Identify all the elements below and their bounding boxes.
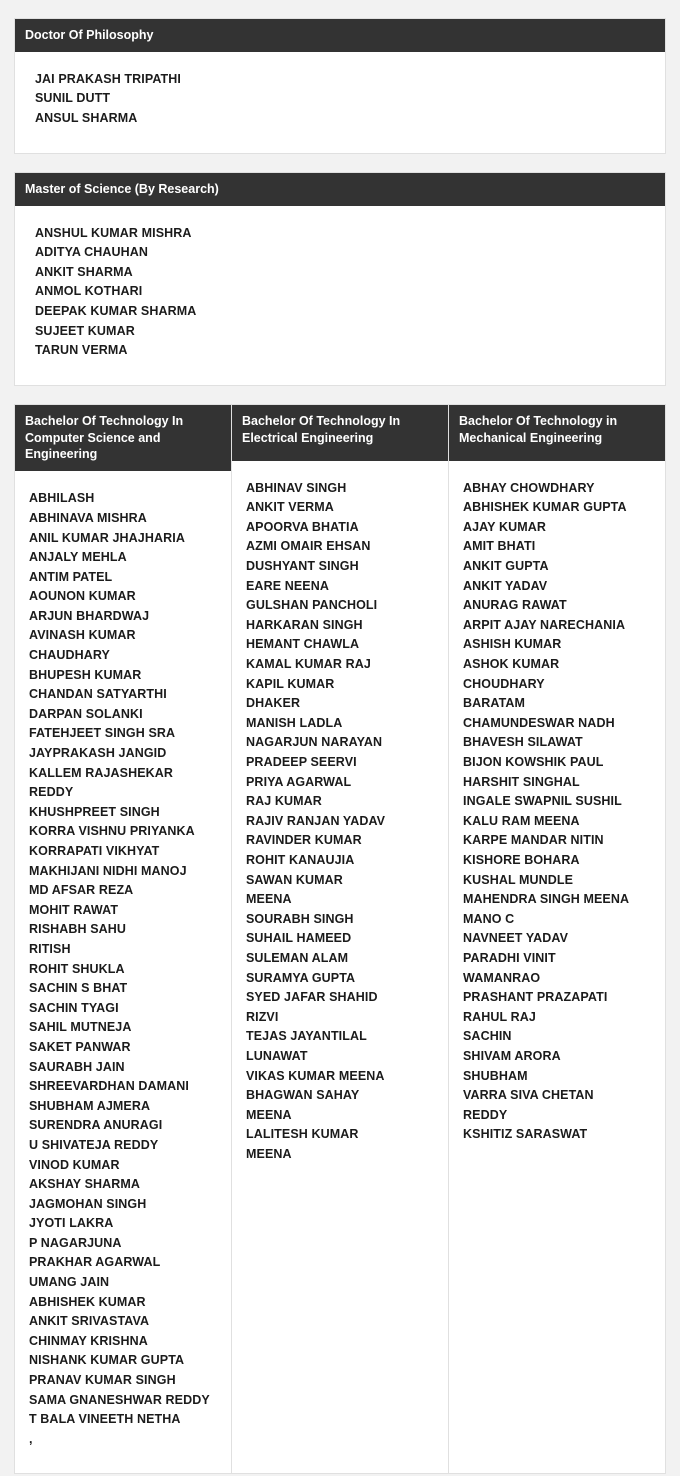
list-item: BARATAM — [463, 696, 526, 711]
list-item: KAMAL KUMAR RAJ — [246, 657, 371, 672]
list-item: VINOD KUMAR — [29, 1157, 120, 1172]
list-item: T BALA VINEETH NETHA — [29, 1412, 181, 1427]
list-item: JAGMOHAN SINGH — [29, 1196, 147, 1211]
list-item: KUSHAL MUNDLE — [463, 872, 574, 887]
list-item: TEJAS JAYANTILAL — [246, 1029, 367, 1044]
list-item: SAURABH JAIN — [29, 1059, 125, 1074]
list-item: ANIL KUMAR JHAJHARIA — [29, 530, 185, 545]
list-item: CHOUDHARY — [463, 676, 545, 691]
list-item: ADITYA CHAUHAN — [35, 245, 148, 260]
list-item: SAKET PANWAR — [29, 1039, 131, 1054]
list-item: KALU RAM MEENA — [463, 813, 580, 828]
list-item: BHAGWAN SAHAY — [246, 1088, 360, 1103]
list-item: MAKHIJANI NIDHI MANOJ — [29, 863, 187, 878]
list-item: AJAY KUMAR — [463, 519, 546, 534]
section-panel-phd — [14, 18, 666, 154]
list-item: SYED JAFAR SHAHID — [246, 990, 378, 1005]
list-item: DARPAN SOLANKI — [29, 706, 143, 721]
list-item: PRAKHAR AGARWAL — [29, 1255, 161, 1270]
list-item: UMANG JAIN — [29, 1275, 110, 1290]
list-item: GULSHAN PANCHOLI — [246, 598, 378, 613]
list-item: KORRA VISHNU PRIYANKA — [29, 824, 195, 839]
column-body — [449, 461, 665, 1474]
list-item: MAHENDRA SINGH MEENA — [463, 892, 630, 907]
list-item: AMIT BHATI — [463, 539, 536, 554]
list-item: MEENA — [246, 1107, 292, 1122]
list-item: BHUPESH KUMAR — [29, 667, 142, 682]
list-item: APOORVA BHATIA — [246, 519, 359, 534]
list-item: MOHIT RAWAT — [29, 902, 119, 917]
list-item: HARKARAN SINGH — [246, 617, 363, 632]
section-title: Doctor Of Philosophy — [15, 19, 665, 52]
list-item: SURENDRA ANURAGI — [29, 1118, 163, 1133]
list-item: ASHISH KUMAR — [463, 637, 562, 652]
list-item: MANISH LADLA — [246, 715, 343, 730]
list-item: SULEMAN ALAM — [246, 950, 349, 965]
list-item: KALLEM RAJASHEKAR — [29, 765, 174, 780]
column-btech-cse — [15, 405, 232, 1474]
list-item: JAYPRAKASH JANGID — [29, 746, 167, 761]
list-item: ANSHUL KUMAR MISHRA — [35, 225, 192, 240]
column-title: Bachelor Of Technology In Electrical Engineering — [232, 405, 448, 461]
list-item: SHREEVARDHAN DAMANI — [29, 1079, 190, 1094]
list-item: ANKIT YADAV — [463, 578, 548, 593]
list-item: LALITESH KUMAR — [246, 1127, 359, 1142]
list-item: NAGARJUN NARAYAN — [246, 735, 383, 750]
column-body — [15, 471, 231, 1473]
list-item: ANKIT SHARMA — [35, 264, 133, 279]
list-item: ANTIM PATEL — [29, 569, 113, 584]
list-item: AKSHAY SHARMA — [29, 1177, 141, 1192]
list-item: DEEPAK KUMAR SHARMA — [35, 303, 197, 318]
list-item: CHAMUNDESWAR NADH — [463, 715, 615, 730]
list-item: ABHILASH — [29, 491, 95, 506]
list-item: SAWAN KUMAR — [246, 872, 343, 887]
column-body — [232, 461, 448, 1474]
list-item: KSHITIZ SARASWAT — [463, 1127, 588, 1142]
list-item: RAJ KUMAR — [246, 794, 322, 809]
list-item: SACHIN TYAGI — [29, 1000, 119, 1015]
list-item: INGALE SWAPNIL SUSHIL — [463, 794, 622, 809]
list-item: DHAKER — [246, 696, 301, 711]
list-item: SAMA GNANESHWAR REDDY — [29, 1392, 210, 1407]
list-item: BIJON KOWSHIK PAUL — [463, 755, 604, 769]
list-item: SOURABH SINGH — [246, 911, 354, 926]
list-item: VIKAS KUMAR MEENA — [246, 1068, 385, 1083]
list-item: AVINASH KUMAR — [29, 628, 136, 643]
list-item: , — [29, 1431, 33, 1446]
list-item: BHAVESH SILAWAT — [463, 735, 583, 750]
list-item: RIZVI — [246, 1009, 279, 1024]
list-item: RAJIV RANJAN YADAV — [246, 813, 386, 828]
list-item: PARADHI VINIT — [463, 950, 556, 965]
list-item: REDDY — [463, 1107, 508, 1122]
list-item: RISHABH SAHU — [29, 922, 127, 937]
list-item: ARJUN BHARDWAJ — [29, 608, 150, 623]
list-item: ANKIT SRIVASTAVA — [29, 1314, 150, 1329]
list-item: CHANDAN SATYARTHI — [29, 687, 167, 702]
list-item: ABHINAV SINGH — [246, 480, 347, 495]
list-item: KISHORE BOHARA — [463, 852, 580, 867]
list-item: SUNIL DUTT — [35, 91, 111, 106]
list-item: ROHIT SHUKLA — [29, 961, 125, 976]
list-item: NAVNEET YADAV — [463, 931, 569, 946]
name-list-phd — [25, 70, 655, 129]
list-item: TARUN VERMA — [35, 343, 128, 358]
degree-columns-panel — [14, 404, 666, 1475]
list-item: AOUNON KUMAR — [29, 589, 136, 604]
list-item: SACHIN — [463, 1029, 512, 1044]
name-list-btech-cse — [21, 489, 225, 1449]
list-item: SHIVAM ARORA — [463, 1048, 561, 1063]
name-list-msc-research — [25, 224, 655, 361]
section-panel-msc-research — [14, 172, 666, 386]
list-item: PRASHANT PRAZAPATI — [463, 990, 608, 1005]
list-item: U SHIVATEJA REDDY — [29, 1137, 159, 1152]
list-item: ANMOL KOTHARI — [35, 284, 143, 299]
column-title: Bachelor Of Technology in Mechanical Engineering — [449, 405, 665, 461]
list-item: ANSUL SHARMA — [35, 111, 138, 126]
list-item: CHAUDHARY — [29, 648, 110, 663]
section-title: Master of Science (By Research) — [15, 173, 665, 206]
list-item: AZMI OMAIR EHSAN — [246, 539, 371, 554]
list-item: KARPE MANDAR NITIN — [463, 833, 604, 848]
column-btech-mechanical — [449, 405, 665, 1474]
list-item: KAPIL KUMAR — [246, 676, 335, 691]
list-item: ANKIT VERMA — [246, 500, 334, 515]
list-item: ANJALY MEHLA — [29, 550, 127, 565]
list-item: MANO C — [463, 911, 515, 926]
column-title: Bachelor Of Technology In Computer Science and Engineering — [15, 405, 231, 472]
list-item: RAVINDER KUMAR — [246, 833, 362, 848]
list-item: NISHANK KUMAR GUPTA — [29, 1353, 185, 1368]
list-item: RITISH — [29, 941, 71, 956]
list-item: SACHIN S BHAT — [29, 981, 128, 996]
list-item: REDDY — [29, 785, 74, 800]
name-list-btech-mechanical — [455, 479, 659, 1145]
list-item: ABHISHEK KUMAR GUPTA — [463, 500, 627, 515]
list-item: PRADEEP SEERVI — [246, 755, 357, 769]
list-item: KHUSHPREET SINGH — [29, 804, 160, 819]
list-item: SHUBHAM AJMERA — [29, 1098, 151, 1113]
list-item: VARRA SIVA CHETAN — [463, 1088, 594, 1103]
list-item: JAI PRAKASH TRIPATHI — [35, 71, 181, 86]
list-item: ABHAY CHOWDHARY — [463, 480, 595, 495]
list-item: ABHINAVA MISHRA — [29, 510, 147, 525]
list-item: DUSHYANT SINGH — [246, 559, 359, 574]
list-item: SHUBHAM — [463, 1068, 528, 1083]
list-item: SUHAIL HAMEED — [246, 931, 352, 946]
list-item: ARPIT AJAY NARECHANIA — [463, 617, 626, 632]
list-item: JYOTI LAKRA — [29, 1216, 114, 1231]
list-item: MEENA — [246, 1146, 292, 1161]
list-item: EARE NEENA — [246, 578, 329, 593]
list-item: LUNAWAT — [246, 1048, 308, 1063]
list-item: SUJEET KUMAR — [35, 323, 135, 338]
list-item: P NAGARJUNA — [29, 1235, 122, 1250]
list-item: HEMANT CHAWLA — [246, 637, 360, 652]
section-body — [15, 206, 665, 385]
list-item: SURAMYA GUPTA — [246, 970, 356, 985]
list-item: ANKIT GUPTA — [463, 559, 549, 574]
list-item: WAMANRAO — [463, 970, 541, 985]
list-item: PRIYA AGARWAL — [246, 774, 352, 789]
column-btech-electrical — [232, 405, 449, 1474]
list-item: ASHOK KUMAR — [463, 657, 560, 672]
section-body — [15, 52, 665, 153]
list-item: PRANAV KUMAR SINGH — [29, 1373, 176, 1388]
list-item: CHINMAY KRISHNA — [29, 1333, 148, 1348]
list-item: MD AFSAR REZA — [29, 883, 134, 898]
name-list-btech-electrical — [238, 479, 442, 1165]
list-item: RAHUL RAJ — [463, 1009, 536, 1024]
list-item: ANURAG RAWAT — [463, 598, 567, 613]
list-item: KORRAPATI VIKHYAT — [29, 844, 160, 858]
list-item: SAHIL MUTNEJA — [29, 1020, 132, 1035]
list-item: FATEHJEET SINGH SRA — [29, 726, 176, 741]
list-item: HARSHIT SINGHAL — [463, 774, 580, 789]
list-item: ROHIT KANAUJIA — [246, 852, 355, 867]
list-item: MEENA — [246, 892, 292, 907]
list-item: ABHISHEK KUMAR — [29, 1294, 146, 1309]
